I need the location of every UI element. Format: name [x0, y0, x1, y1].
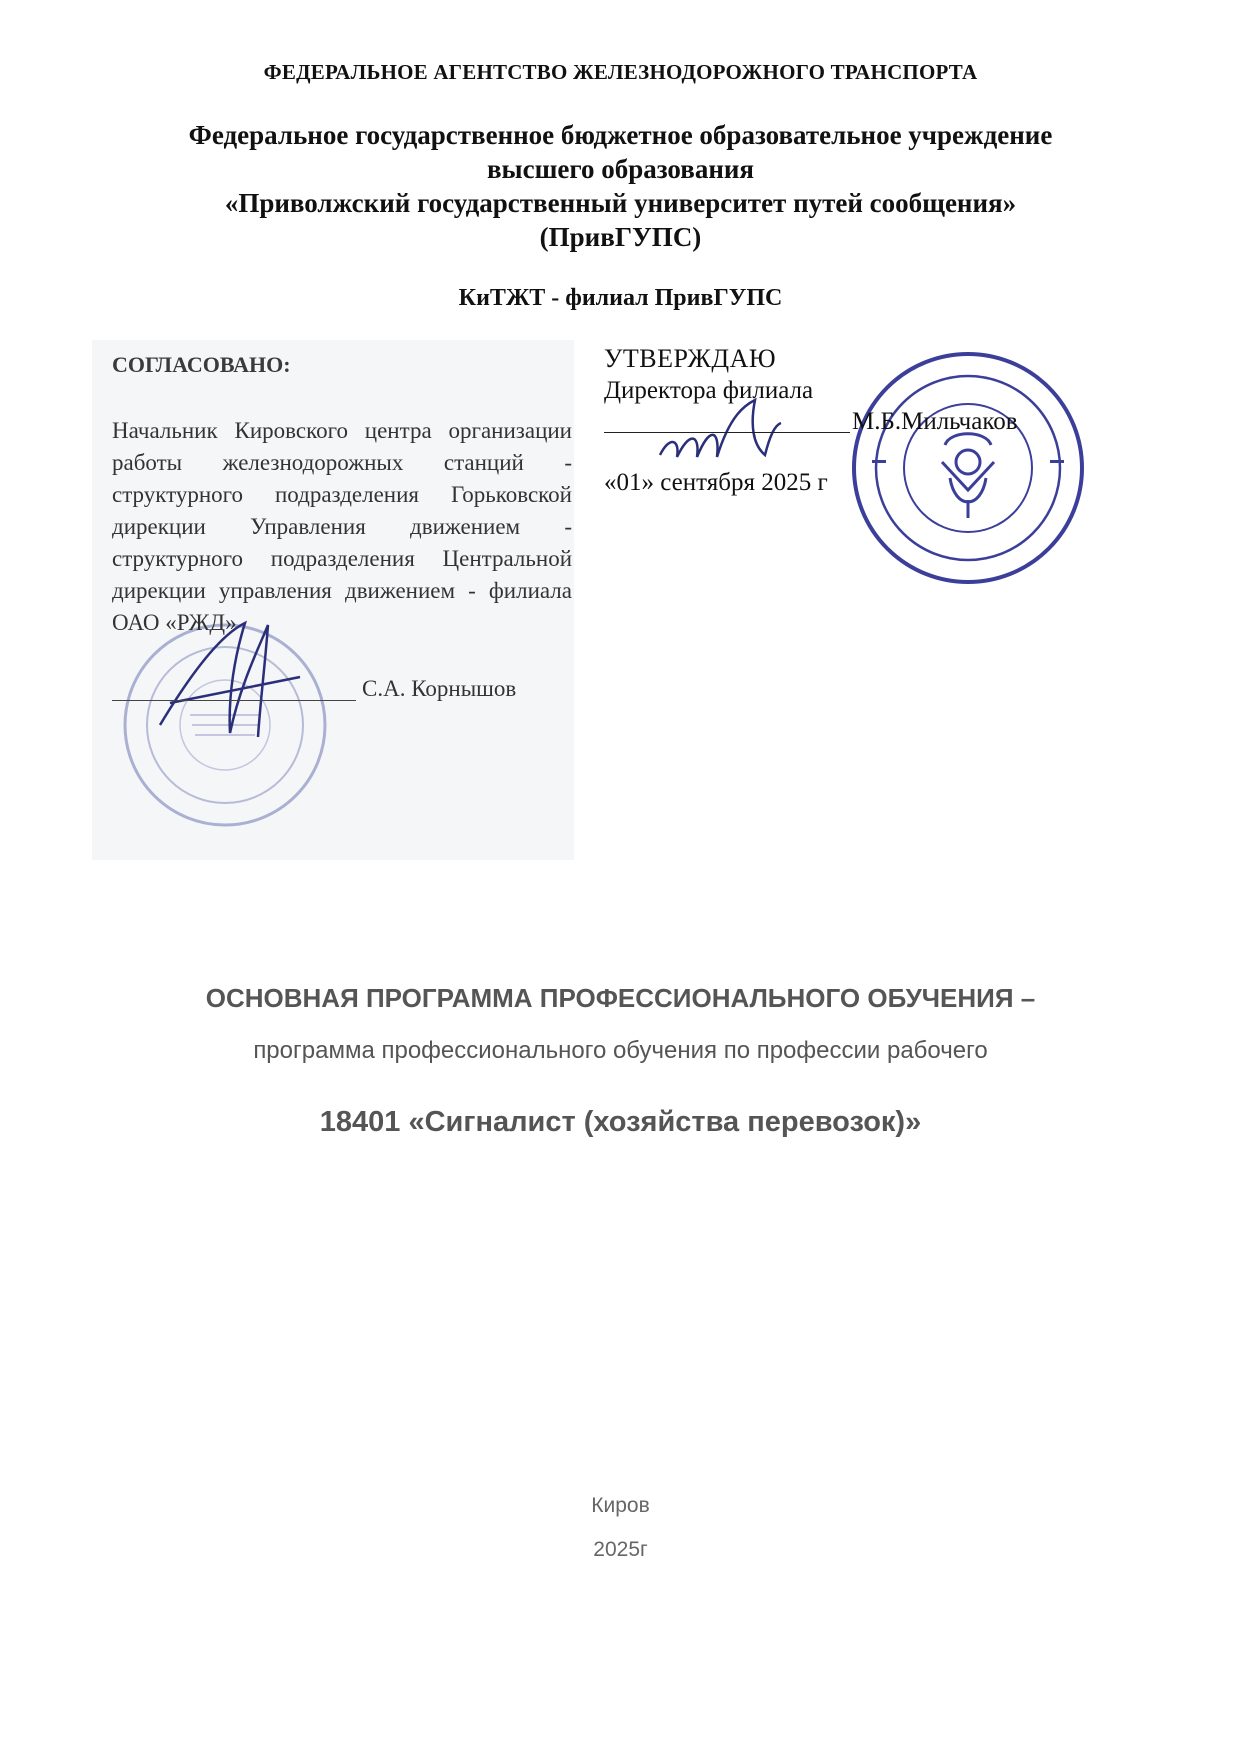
approve-title: УТВЕРЖДАЮ	[604, 344, 777, 373]
institution-name	[0, 118, 1241, 254]
institution-line-2: высшего образования	[486, 154, 755, 184]
approve-name: М.Б.Мильчаков	[852, 408, 1018, 435]
agreed-position: Начальник Кировского центра организации работы железнодорожных станций - структурного подразделения Горьковской дирекции Управления движением - структурного подразделения Центральной дирекции управления движением - филиала ОАО «РЖД»	[112, 418, 572, 635]
agreed-signature-line	[112, 700, 356, 701]
city: Киров	[591, 1494, 650, 1517]
program-subtitle: программа профессионального обучения по профессии рабочего	[253, 1037, 988, 1064]
program-title: ОСНОВНАЯ ПРОГРАММА ПРОФЕССИОНАЛЬНОГО ОБУЧЕНИЯ –	[205, 983, 1036, 1013]
stamp-right-image	[850, 350, 1086, 586]
approve-role: Директора филиала	[604, 377, 814, 404]
signature-right-image	[655, 395, 785, 475]
agency-name: ФЕДЕРАЛЬНОЕ АГЕНТСТВО ЖЕЛЕЗНОДОРОЖНОГО ТРАНСПОРТА	[263, 60, 978, 84]
agreed-name: С.А. Корнышов	[362, 676, 517, 701]
institution-line-1: Федеральное государственное бюджетное образовательное учреждение	[188, 120, 1053, 150]
year: 2025г	[593, 1538, 648, 1561]
approve-signature-line	[604, 432, 850, 433]
agreed-title: СОГЛАСОВАНО:	[112, 352, 291, 377]
institution-line-4: (ПривГУПС)	[539, 222, 702, 252]
branch-name: КиТЖТ - филиал ПривГУПС	[458, 285, 783, 311]
institution-line-3: «Приволжский государственный университет путей сообщения»	[224, 188, 1017, 218]
approve-date: «01» сентября 2025 г	[604, 469, 828, 496]
program-code-name: 18401 «Сигналист (хозяйства перевозок)»	[319, 1106, 922, 1138]
